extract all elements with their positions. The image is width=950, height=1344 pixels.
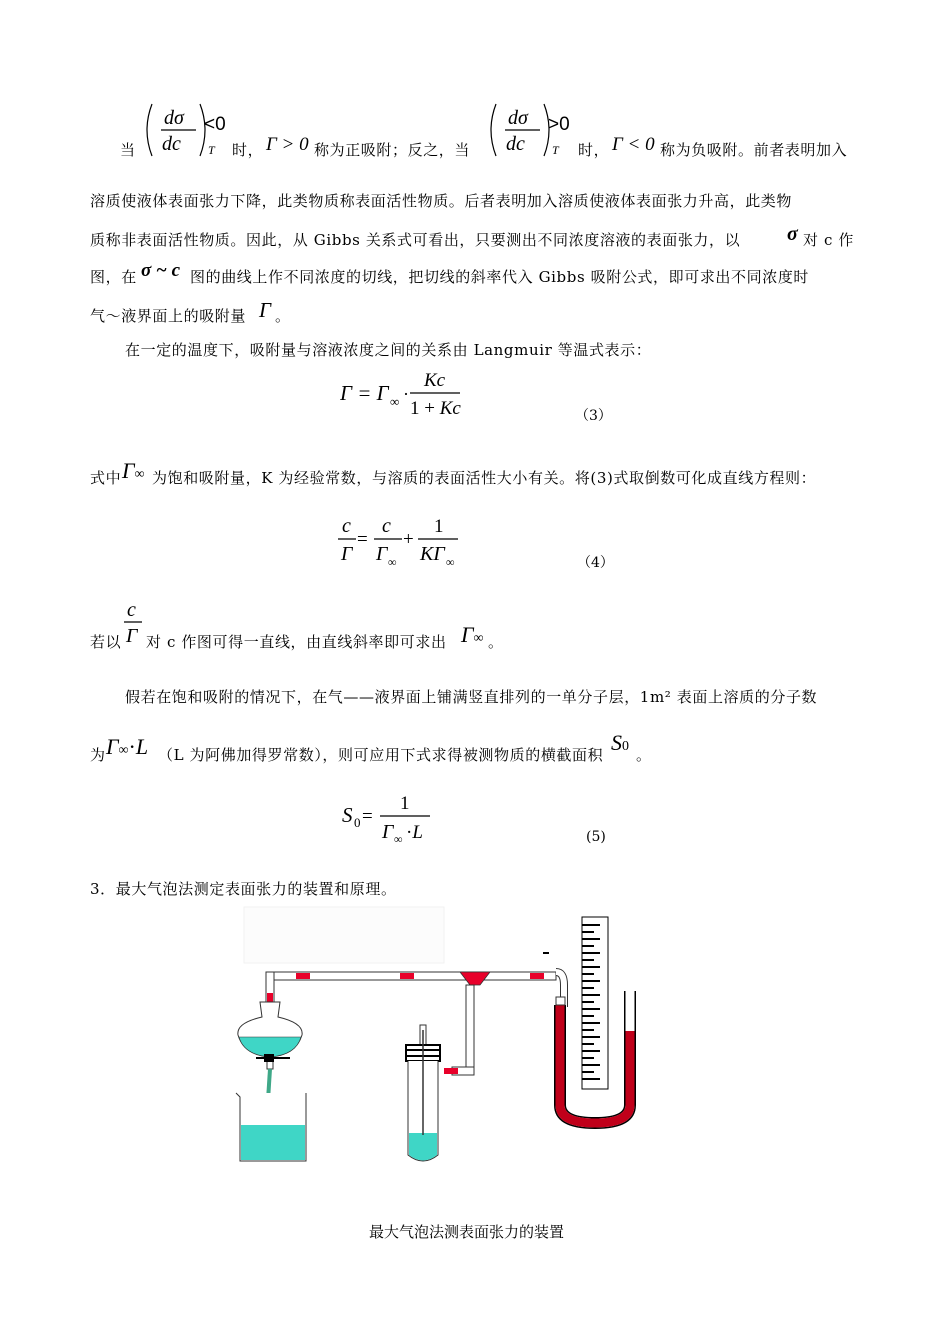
apparatus-diagram [230, 905, 650, 1175]
cross-section-equation [340, 790, 440, 846]
cond-lt-zero: <0 [204, 114, 226, 135]
para6c: 。 [636, 746, 652, 764]
c-over-gamma [122, 598, 144, 648]
para1-line4a: 图，在 [90, 268, 137, 286]
svg-text:1: 1 [400, 793, 410, 814]
svg-text:∞: ∞ [388, 555, 397, 569]
eq4-number: （4） [577, 555, 614, 571]
equation-3 [340, 368, 480, 426]
para5: 假若在饱和吸附的情况下，在气——液界面上铺满竖直排列的一单分子层，1m² 表面上溶质的分子数 [125, 688, 818, 706]
svg-text:·: · [403, 384, 409, 404]
svg-text:S: S [342, 803, 353, 827]
para4c: 。 [488, 633, 504, 651]
section-heading: 3．最大气泡法测定表面张力的装置和原理。 [90, 880, 397, 898]
svg-text:T: T [552, 143, 559, 157]
eq5-number: (5) [586, 829, 606, 845]
para4a: 若以 [90, 633, 122, 651]
para6b: （L 为阿佛加得罗常数），则可应用下式求得被测物质的横截面积 [158, 746, 604, 764]
svg-text:Γ: Γ [341, 543, 353, 565]
svg-text:∞: ∞ [394, 832, 403, 846]
linear-equation [338, 512, 478, 572]
gamma-inf-L: Γ∞·L [106, 734, 149, 759]
svg-text:·L: ·L [406, 822, 423, 843]
svg-text:c: c [342, 515, 351, 537]
s0-symbol: S0 [611, 730, 629, 755]
gamma-negative: Γ < 0 [612, 134, 655, 155]
para1-line2: 溶质使液体表面张力下降，此类物质称表面活性物质。后者表明加入溶质使液体表面张力升高，此类物 [90, 192, 793, 210]
para1-line4b: 图的曲线上作不同浓度的切线，把切线的斜率代入 Gibbs 吸附公式，即可求出不同浓度时 [190, 268, 810, 286]
svg-text:c: c [127, 599, 136, 621]
gamma-inf-symbol: Γ∞ [122, 458, 145, 483]
svg-text:∞: ∞ [390, 394, 400, 409]
para2: 在一定的温度下，吸附量与溶液浓度之间的关系由 Langmuir 等温式表示： [125, 341, 652, 359]
shi-text-2: 时， [578, 141, 610, 159]
dang-text: 当 [120, 141, 136, 159]
svg-text:T: T [208, 143, 215, 157]
equation-4 [338, 512, 478, 576]
svg-text:dσ: dσ [164, 107, 184, 129]
eq3-number: （3） [575, 408, 612, 424]
sigma-symbol: σ [787, 223, 798, 245]
gamma-symbol: Γ [259, 298, 271, 322]
svg-text:0: 0 [354, 815, 361, 830]
svg-text:=: = [362, 806, 373, 827]
sample-tube [466, 985, 474, 1075]
svg-text:Kc: Kc [424, 370, 446, 391]
svg-text:c: c [382, 515, 391, 537]
svg-text:1: 1 [434, 516, 444, 537]
langmuir-equation [340, 368, 480, 422]
svg-text:Γ: Γ [126, 625, 138, 647]
svg-text:Γ: Γ [382, 821, 394, 843]
para3b: 为饱和吸附量，K 为经验常数，与溶质的表面活性大小有关。将(3)式取倒数可化成直线方程则： [152, 469, 817, 487]
svg-text:dσ: dσ [508, 107, 528, 129]
cond-gt-zero: >0 [548, 114, 570, 135]
t-junction [460, 972, 490, 985]
para4b: 对 c 作图可得一直线，由直线斜率即可求出 [146, 633, 447, 651]
shi-text-1: 时， [232, 141, 264, 159]
svg-text:+: + [403, 529, 414, 550]
svg-text:KΓ: KΓ [420, 543, 445, 565]
para3a: 式中 [90, 469, 122, 487]
figure-caption: 最大气泡法测表面张力的装置 [369, 1223, 565, 1241]
gamma-inf-symbol-2: Γ∞ [461, 622, 484, 647]
svg-text:Γ: Γ [376, 543, 388, 565]
svg-text:dc: dc [506, 133, 525, 155]
positive-adsorption-text: 称为正吸附；反之，当 [314, 141, 471, 159]
para6a: 为 [90, 746, 106, 764]
svg-text:Γ = Γ: Γ = Γ [340, 381, 389, 405]
gamma-positive: Γ > 0 [266, 134, 309, 155]
svg-text:∞: ∞ [446, 555, 455, 569]
negative-adsorption-text: 称为负吸附。前者表明加入 [660, 141, 848, 159]
para1-line5: 气～液界面上的吸附量 [90, 307, 247, 325]
equation-5 [340, 790, 440, 850]
sigma-c-symbol: σ ~ c [141, 260, 181, 281]
para1-line3a: 质称非表面活性物质。因此，从 Gibbs 关系式可看出，只要测出不同浓度溶液的表面张力，以 [90, 231, 741, 249]
svg-text:dc: dc [162, 133, 181, 155]
para1-line5-end: 。 [275, 307, 291, 325]
svg-text:1 + Kc: 1 + Kc [410, 398, 461, 419]
deriv-expr-1 [120, 100, 240, 160]
blank-region [244, 907, 444, 963]
svg-text:=: = [357, 529, 368, 550]
para1-line3b: 对 c 作 [803, 231, 854, 249]
